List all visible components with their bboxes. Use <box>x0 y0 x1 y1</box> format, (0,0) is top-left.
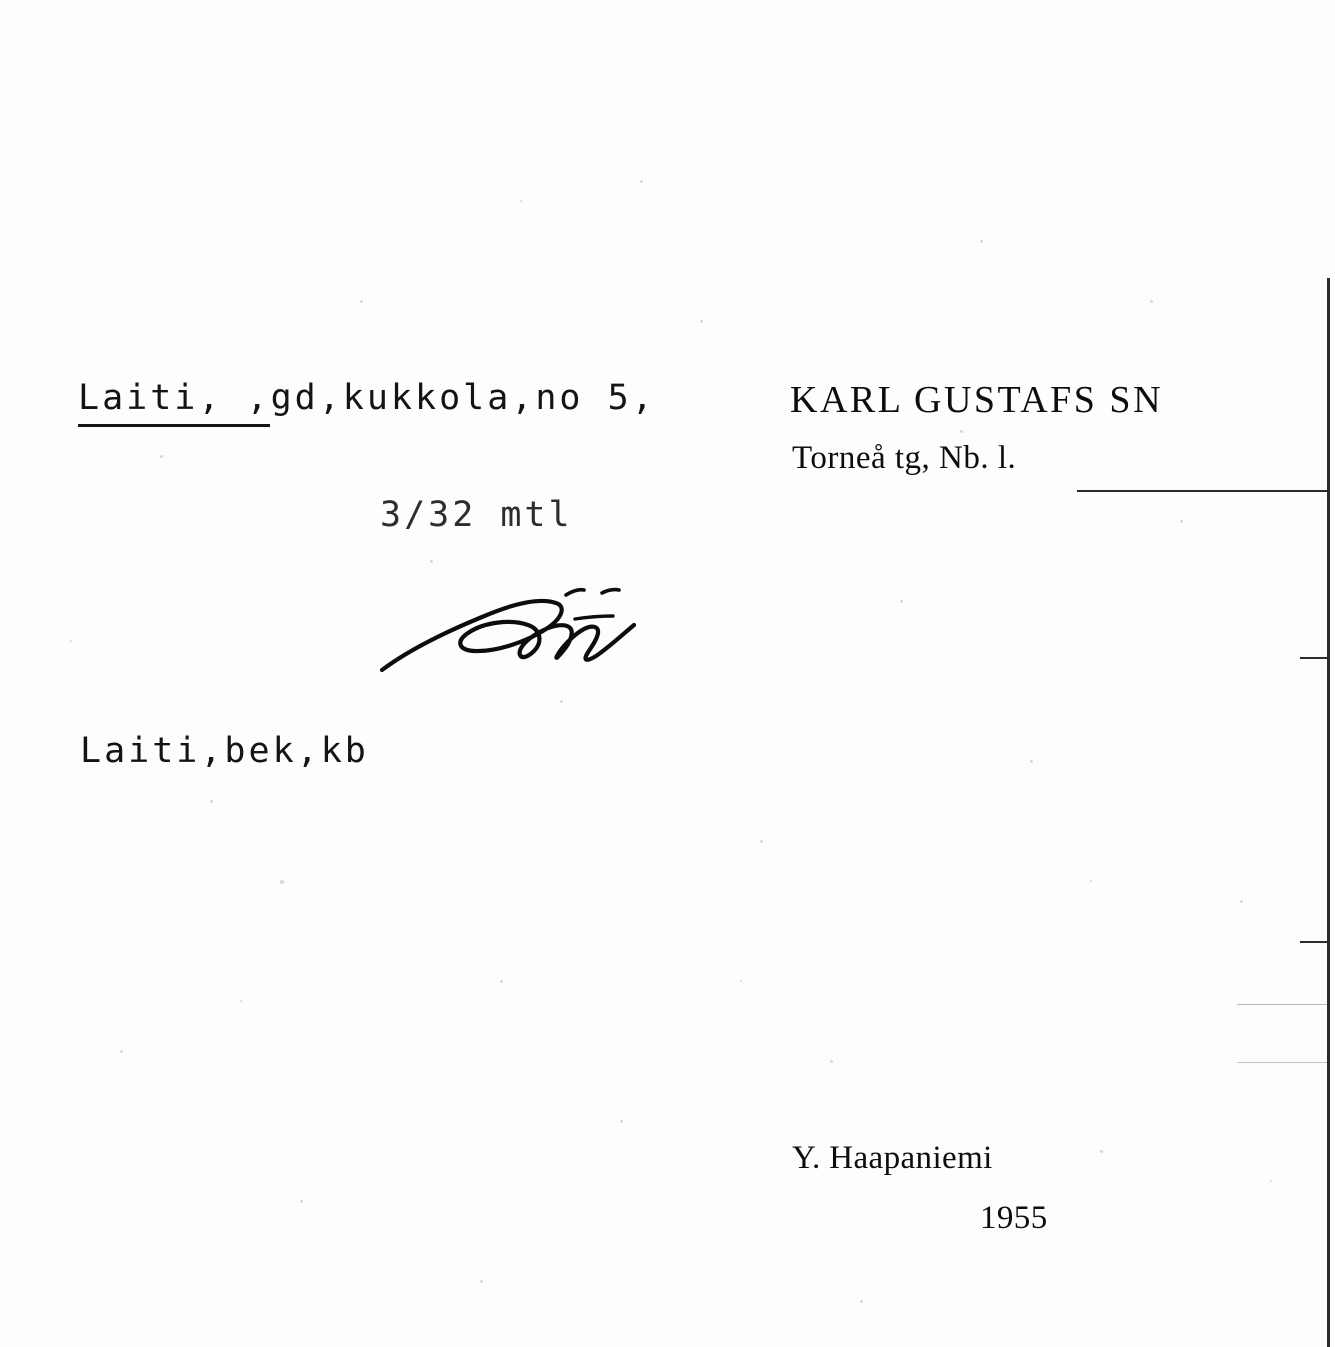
paper-speck <box>300 1200 303 1203</box>
paper-speck <box>860 1300 863 1303</box>
paper-speck <box>1090 880 1092 882</box>
paper-speck <box>830 1060 833 1063</box>
paper-speck <box>70 640 72 642</box>
paper-speck <box>500 980 503 983</box>
headline-underline <box>78 424 270 427</box>
paper-speck <box>1240 900 1243 903</box>
typed-mantal-value: 3/32 mtl <box>380 495 573 535</box>
paper-speck <box>700 320 703 323</box>
typed-headline: Laiti, ,gd,kukkola,no 5, <box>78 378 656 418</box>
author-year: 1955 <box>980 1200 1048 1236</box>
paper-speck <box>760 840 763 843</box>
card-lower-rule-2 <box>1237 1004 1327 1005</box>
paper-speck <box>520 200 522 202</box>
paper-speck <box>360 300 363 303</box>
paper-speck <box>960 430 963 433</box>
paper-speck <box>160 455 163 458</box>
paper-speck <box>740 980 742 982</box>
typed-bottom-entry: Laiti,bek,kb <box>80 731 369 771</box>
card-lower-rule-1 <box>1300 941 1327 943</box>
paper-speck <box>1270 1180 1272 1182</box>
card-lower-rule-3 <box>1237 1062 1327 1063</box>
author-name: Y. Haapaniemi <box>792 1140 993 1176</box>
paper-speck <box>480 1280 483 1283</box>
parish-subheading: Torneå tg, Nb. l. <box>792 440 1017 476</box>
card-top-rule <box>1077 490 1327 492</box>
paper-speck <box>1030 760 1033 763</box>
paper-speck <box>980 240 983 243</box>
card-middle-rule <box>1300 657 1327 659</box>
paper-speck <box>1100 1150 1103 1153</box>
paper-speck <box>620 1120 623 1123</box>
card-right-border-rule <box>1327 278 1330 1347</box>
parish-name: KARL GUSTAFS SN <box>790 379 1164 421</box>
paper-speck <box>1180 520 1183 523</box>
paper-speck <box>900 600 903 603</box>
handwritten-signature <box>370 575 730 700</box>
paper-speck <box>210 800 213 803</box>
paper-speck <box>560 700 563 703</box>
paper-speck <box>1150 300 1153 303</box>
paper-speck <box>280 880 284 884</box>
paper-speck <box>640 180 643 183</box>
paper-speck <box>430 560 433 563</box>
paper-speck <box>120 1050 123 1053</box>
paper-speck <box>240 1000 242 1002</box>
